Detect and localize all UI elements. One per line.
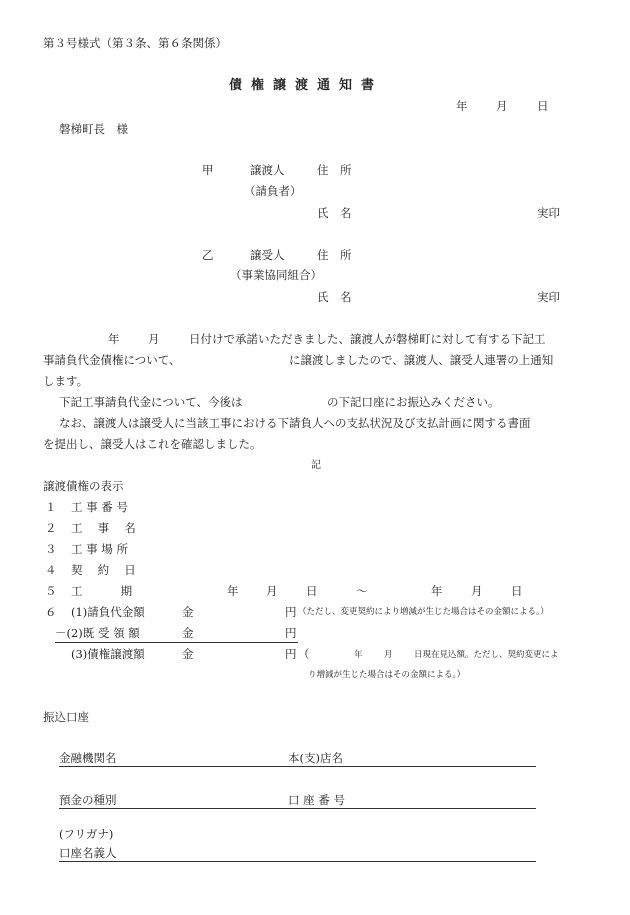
party-a-sub-role: （請負者） (244, 184, 302, 198)
date-month-label: 月 (496, 99, 508, 113)
item-label: 工 期 (71, 584, 133, 598)
party-a-address-label: 住 所 (317, 163, 352, 177)
period-month1: 月 (266, 584, 278, 598)
body-p3-line2: を提出し、譲受人はこれを確認しました。 (43, 437, 262, 451)
body-line2-a: 事請負代金債権について、 (43, 353, 181, 367)
party-b-sub-role: （事業協同組合） (230, 268, 322, 282)
account-underline (59, 808, 536, 809)
period-year2: 年 (431, 584, 443, 598)
bank-name-label: 金融機関名 (59, 751, 117, 765)
received-amount-label: －(2)既 受 領 額 (55, 626, 140, 640)
account-type-label: 預金の種別 (59, 793, 117, 807)
bank-underline (59, 766, 536, 767)
holder-underline (59, 861, 536, 862)
yen-label: 円 (285, 605, 297, 619)
item-num: ２ (45, 521, 57, 535)
note3-line2: り増減が生じた場合はその金額による。） (308, 670, 466, 680)
body-year: 年 (108, 332, 120, 346)
item-label: 契 約 日 (71, 563, 136, 577)
note3-open: （ (298, 647, 310, 661)
body-line2-b: に譲渡しましたので、譲渡人、譲受人連署の上通知 (289, 353, 554, 367)
item-num: ３ (45, 542, 57, 556)
body-p3-line1: なお、譲渡人は譲受人に当該工事における下請負人への支払状況及び支払計画に関する書面 (59, 416, 531, 430)
amount-note: （ただし、変更契約により増減が生じた場合はその金額による。） (298, 607, 549, 617)
party-a-mark: 甲 (202, 163, 214, 177)
kin-label: 金 (182, 626, 194, 640)
note3-rest: 日現在見込額。ただし、契約変更によ (414, 650, 559, 660)
note3-month: 月 (384, 650, 393, 660)
body-p2-b: の下記口座にお振込みください。 (327, 395, 500, 409)
date-year-label: 年 (456, 99, 468, 113)
period-year1: 年 (227, 584, 239, 598)
body-line1: 日付けで承諾いただきました、譲渡人が磐梯町に対して有する下記工 (189, 332, 546, 346)
body-month: 月 (148, 332, 160, 346)
form-number: 第３号様式（第３条、第６条関係） (43, 36, 227, 50)
addressee: 磐梯町長 様 (59, 122, 128, 136)
period-day2: 日 (511, 584, 523, 598)
account-number-label: 口 座 番 号 (288, 793, 345, 807)
contract-amount-label: (1)請負代金額 (71, 605, 145, 619)
item-num: ６ (45, 605, 57, 619)
item-label: 工 事 番 号 (71, 500, 128, 514)
period-day1: 日 (306, 584, 318, 598)
item-label: 工 事 場 所 (71, 542, 128, 556)
kin-label: 金 (182, 647, 194, 661)
kin-label: 金 (182, 605, 194, 619)
item-num: ４ (45, 563, 57, 577)
party-a-name-label: 氏 名 (317, 206, 352, 220)
body-p2-a: 下記工事請負代金について、今後は (59, 395, 243, 409)
period-tilde: ～ (356, 584, 368, 598)
party-b-name-label: 氏 名 (317, 290, 352, 304)
item-label: 工 事 名 (71, 521, 136, 535)
received-amount-underline (55, 642, 298, 643)
party-b-role: 譲受人 (250, 248, 285, 262)
section-title: 譲渡債権の表示 (43, 479, 124, 493)
body-line3: します。 (43, 374, 89, 388)
party-b-seal: 実印 (537, 290, 560, 304)
party-b-address-label: 住 所 (317, 248, 352, 262)
transfer-amount-label: (3)債権譲渡額 (71, 647, 145, 661)
page-title: 債権譲渡通知書 (229, 78, 384, 93)
period-month2: 月 (471, 584, 483, 598)
item-num: ５ (45, 584, 57, 598)
account-title: 振込口座 (43, 710, 89, 724)
yen-label: 円 (285, 626, 297, 640)
ki-heading: 記 (311, 460, 321, 471)
party-a-seal: 実印 (537, 206, 560, 220)
yen-label: 円 (285, 647, 297, 661)
furigana-label: (フリガナ) (59, 827, 114, 841)
item-num: １ (45, 500, 57, 514)
note3-year: 年 (354, 650, 363, 660)
party-b-mark: 乙 (202, 248, 214, 262)
party-a-role: 譲渡人 (250, 163, 285, 177)
branch-name-label: 本(支)店名 (288, 751, 343, 765)
date-day-label: 日 (537, 99, 549, 113)
account-holder-label: 口座名義人 (59, 846, 117, 860)
